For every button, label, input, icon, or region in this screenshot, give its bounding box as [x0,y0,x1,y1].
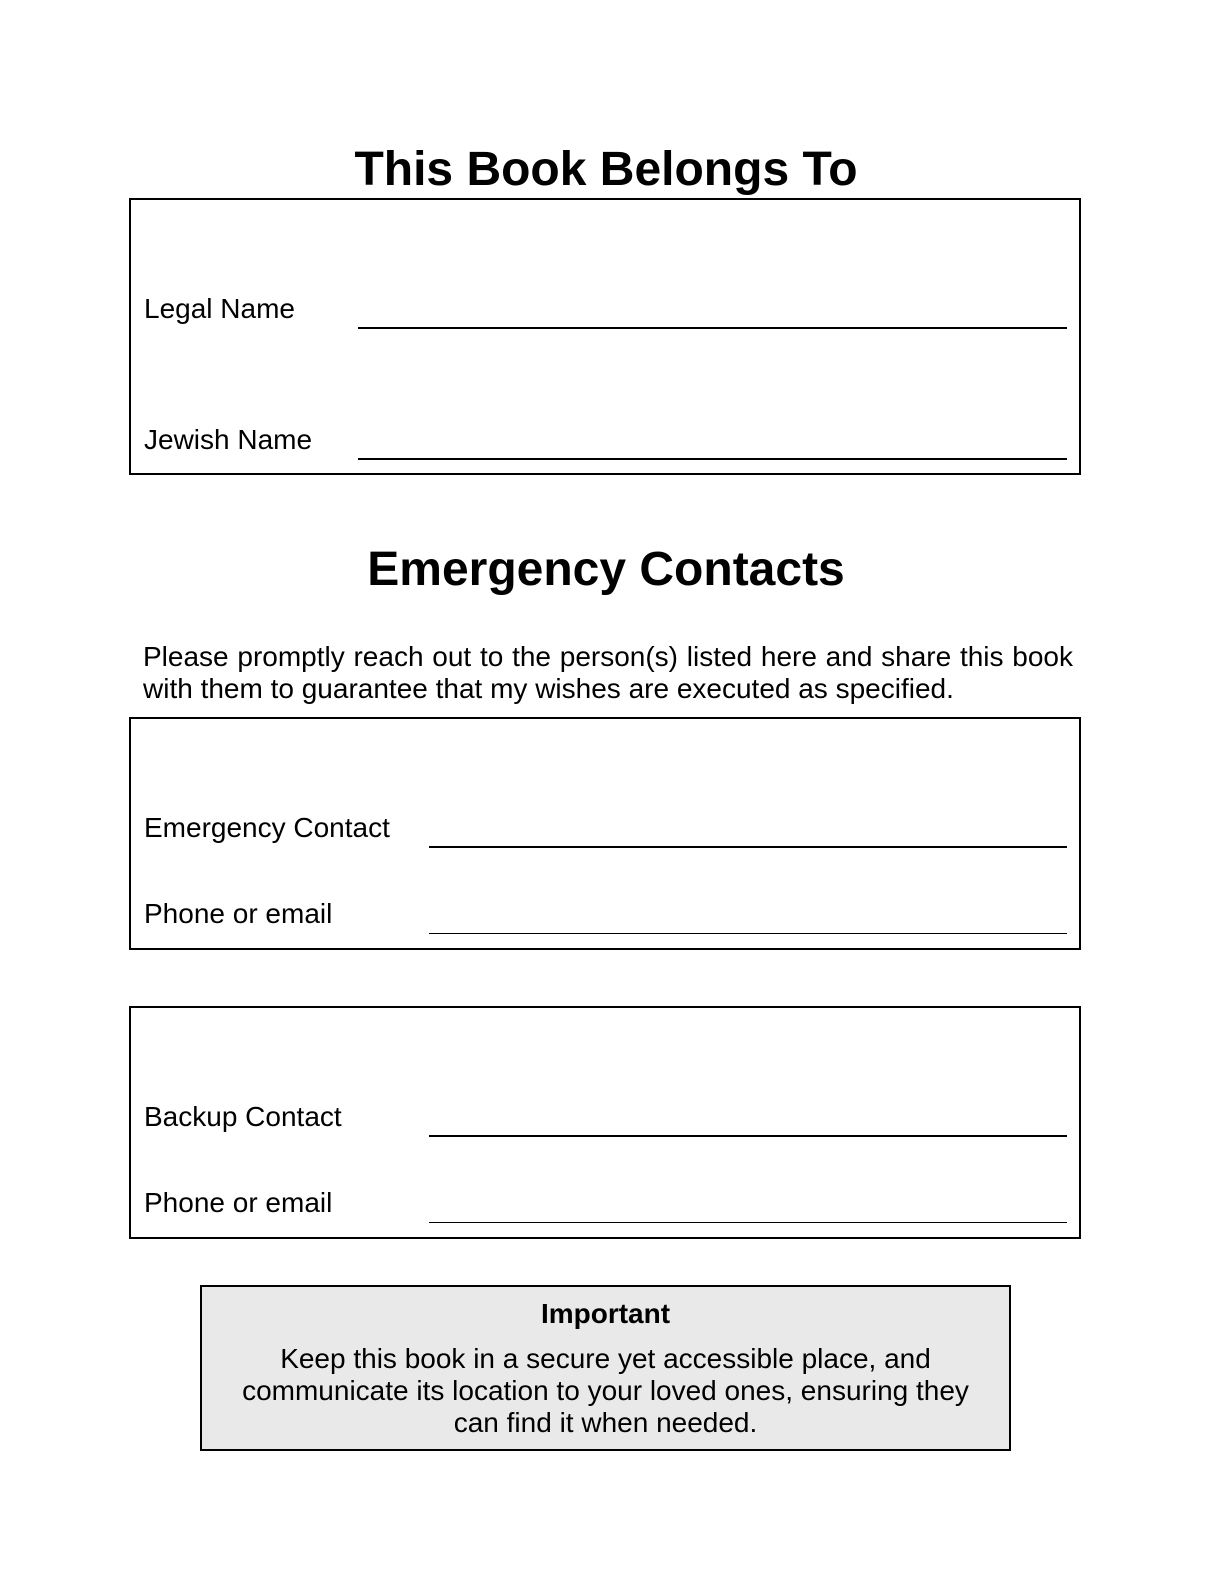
backup-phone-field[interactable] [429,1222,1067,1223]
jewish-name-row [131,426,1079,460]
important-note-title: Important [540,1298,671,1329]
backup-contact-field[interactable] [429,1135,1067,1137]
emergency-contact-field[interactable] [429,846,1067,848]
jewish-name-label: Jewish Name [144,424,313,455]
important-note-box [200,1285,1011,1451]
owner-section-title: This Book Belongs To [354,143,858,196]
legal-name-row [131,295,1079,329]
backup-contact-box [129,1006,1081,1239]
emergency-phone-field[interactable] [429,933,1067,934]
owner-box [129,198,1081,475]
legal-name-field[interactable] [358,327,1067,329]
contacts-section-title: Emergency Contacts [367,543,845,596]
backup-contact-row [131,1103,1079,1137]
primary-contact-box [129,717,1081,950]
jewish-name-field[interactable] [358,458,1067,460]
backup-phone-label: Phone or email [144,1187,333,1218]
emergency-phone-row [131,900,1079,934]
backup-contact-label: Backup Contact [144,1101,342,1132]
emergency-phone-label: Phone or email [144,898,333,929]
emergency-contact-label: Emergency Contact [144,812,390,843]
contacts-intro-text: Please promptly reach out to the person(s) listed here and share this book with them to guarantee that my wishes are executed as specified. [143,641,1073,704]
legal-name-label: Legal Name [144,293,295,324]
emergency-contact-row [131,814,1079,848]
important-note-body: Keep this book in a secure yet accessible place, and communicate its location to your loved ones, ensuring they can find it when needed. [242,1343,969,1438]
backup-phone-row [131,1189,1079,1223]
